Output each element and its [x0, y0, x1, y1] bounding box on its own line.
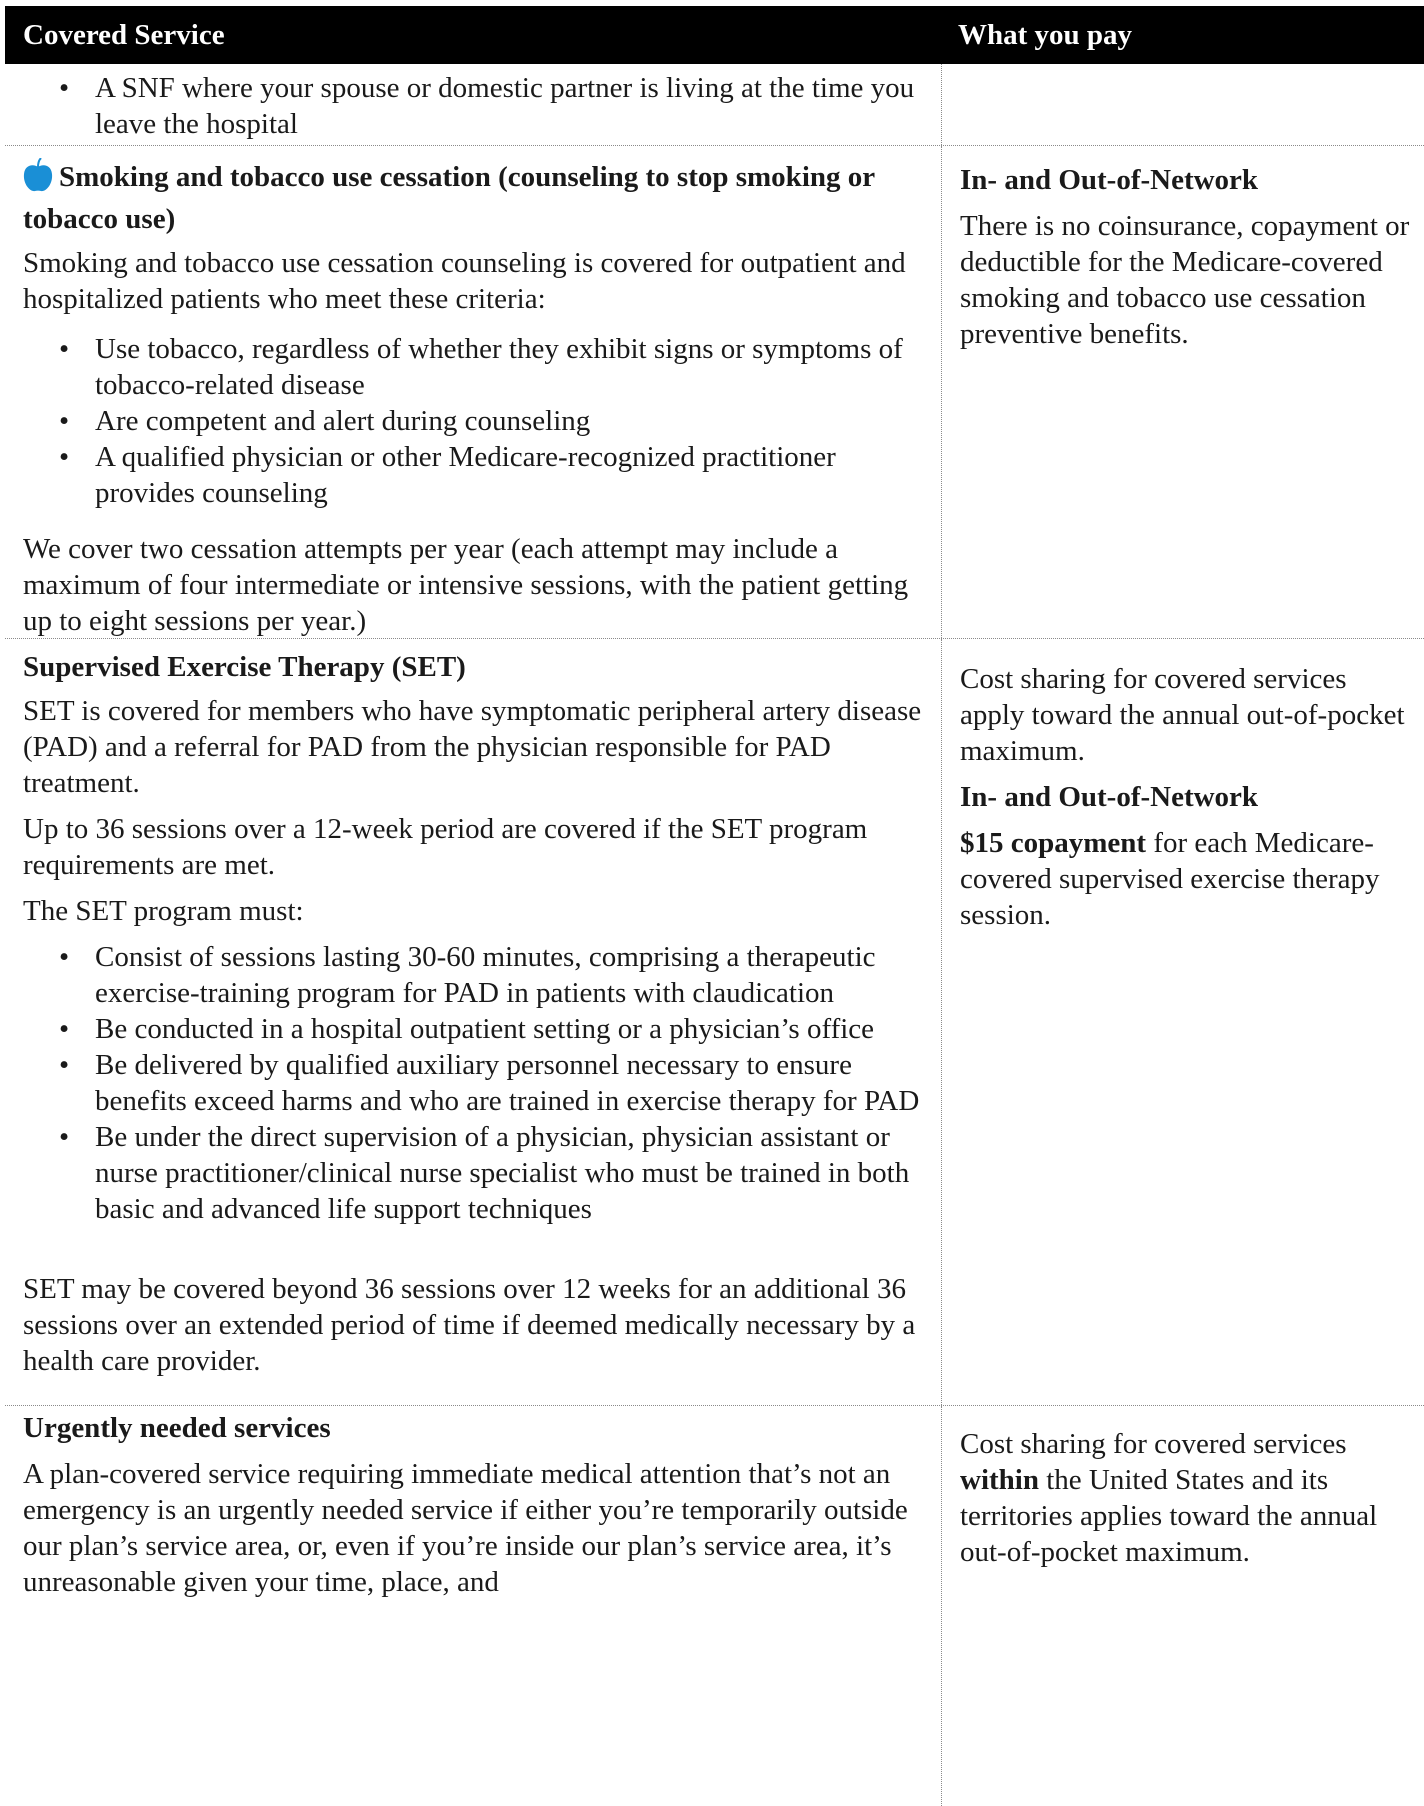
- pay-text: $15 copayment for each Medicare-covered supervised exercise therapy session.: [960, 827, 1380, 931]
- what-you-pay-cell: [942, 64, 1424, 145]
- pay-text: Cost sharing for covered services within the United States and its territories applies toward the annual out-of-pocket maximum.: [960, 1428, 1378, 1568]
- service-title: Supervised Exercise Therapy (SET): [23, 651, 466, 683]
- list-item: • Consist of sessions lasting 30-60 minutes, comprising a therapeutic exercise-training program for PAD in patients with claudication: [59, 941, 876, 1009]
- what-you-pay-cell: [942, 639, 1424, 1405]
- bullet-list: [23, 70, 925, 142]
- table-header: [5, 6, 1424, 64]
- service-title: Urgently needed services: [23, 1412, 331, 1444]
- table-row: [5, 146, 1424, 639]
- table-row: [5, 639, 1424, 1406]
- service-closing: We cover two cessation attempts per year (each attempt may include a maximum of four intermediate or intensive sessions, with the patient getting up to eight sessions per year.): [23, 533, 909, 637]
- bullet-dot: •: [59, 333, 70, 365]
- covered-service-cell: [5, 146, 942, 638]
- header-what-you-pay: What you pay: [958, 18, 1133, 51]
- network-heading: In- and Out-of-Network: [960, 781, 1259, 813]
- list-item: • Are competent and alert during counseling: [59, 405, 591, 437]
- table-row: [5, 64, 1424, 146]
- bullet-dot: •: [59, 72, 70, 104]
- benefits-table: [5, 6, 1424, 1806]
- list-item: • Be under the direct supervision of a physician, physician assistant or nurse practitioner/clinical nurse specialist who must be trained in both basic and advanced life support techniques: [59, 1121, 910, 1225]
- bullet-list: [23, 939, 925, 1227]
- covered-service-cell: [5, 1406, 942, 1806]
- service-title: Smoking and tobacco use cessation (counseling to stop smoking or tobacco use): [23, 158, 925, 237]
- list-item: • Use tobacco, regardless of whether they exhibit signs or symptoms of tobacco-related disease: [59, 333, 903, 401]
- what-you-pay-cell: [942, 1406, 1424, 1806]
- bullet-list: [23, 331, 925, 511]
- pay-intro: Cost sharing for covered services apply toward the annual out-of-pocket maximum.: [960, 663, 1405, 767]
- bullet-dot: •: [59, 941, 70, 973]
- list-item: • Be delivered by qualified auxiliary personnel necessary to ensure benefits exceed harms and who are trained in exercise therapy for PAD: [59, 1049, 920, 1117]
- service-closing: SET may be covered beyond 36 sessions over 12 weeks for an additional 36 sessions over an extended period of time if deemed medically necessary by a health care provider.: [23, 1273, 916, 1377]
- bullet-dot: •: [59, 441, 70, 473]
- covered-service-cell: [5, 64, 942, 145]
- list-item: • Be conducted in a hospital outpatient setting or a physician’s office: [59, 1013, 875, 1045]
- bullet-dot: •: [59, 1049, 70, 1081]
- apple-icon: [23, 158, 53, 201]
- service-paragraph: SET is covered for members who have symptomatic peripheral artery disease (PAD) and a referral for PAD from the physician responsible for PAD treatment.: [23, 695, 922, 799]
- service-paragraph: The SET program must:: [23, 895, 304, 927]
- list-item: • A SNF where your spouse or domestic partner is living at the time you leave the hospital: [59, 72, 915, 140]
- service-intro: Smoking and tobacco use cessation counseling is covered for outpatient and hospitalized patients who meet these criteria:: [23, 247, 906, 315]
- bullet-dot: •: [59, 405, 70, 437]
- covered-service-cell: [5, 639, 942, 1405]
- pay-text: There is no coinsurance, copayment or deductible for the Medicare-covered smoking and tobacco use cessation preventive benefits.: [960, 210, 1410, 350]
- what-you-pay-cell: [942, 146, 1424, 638]
- bullet-dot: •: [59, 1013, 70, 1045]
- service-paragraph: Up to 36 sessions over a 12-week period are covered if the SET program requirements are met.: [23, 813, 868, 881]
- copay-amount: $15 copayment: [960, 827, 1147, 859]
- service-paragraph: A plan-covered service requiring immediate medical attention that’s not an emergency is an urgently needed service if either you’re temporarily outside our plan’s service area, or, even if you’re inside our plan’s service area, it’s unreasonable given your time, place, and: [23, 1458, 908, 1598]
- network-heading: In- and Out-of-Network: [960, 164, 1259, 196]
- header-covered-service: Covered Service: [23, 18, 225, 51]
- table-row: [5, 1406, 1424, 1806]
- list-item: • A qualified physician or other Medicare-recognized practitioner provides counseling: [59, 441, 836, 509]
- bullet-dot: •: [59, 1121, 70, 1153]
